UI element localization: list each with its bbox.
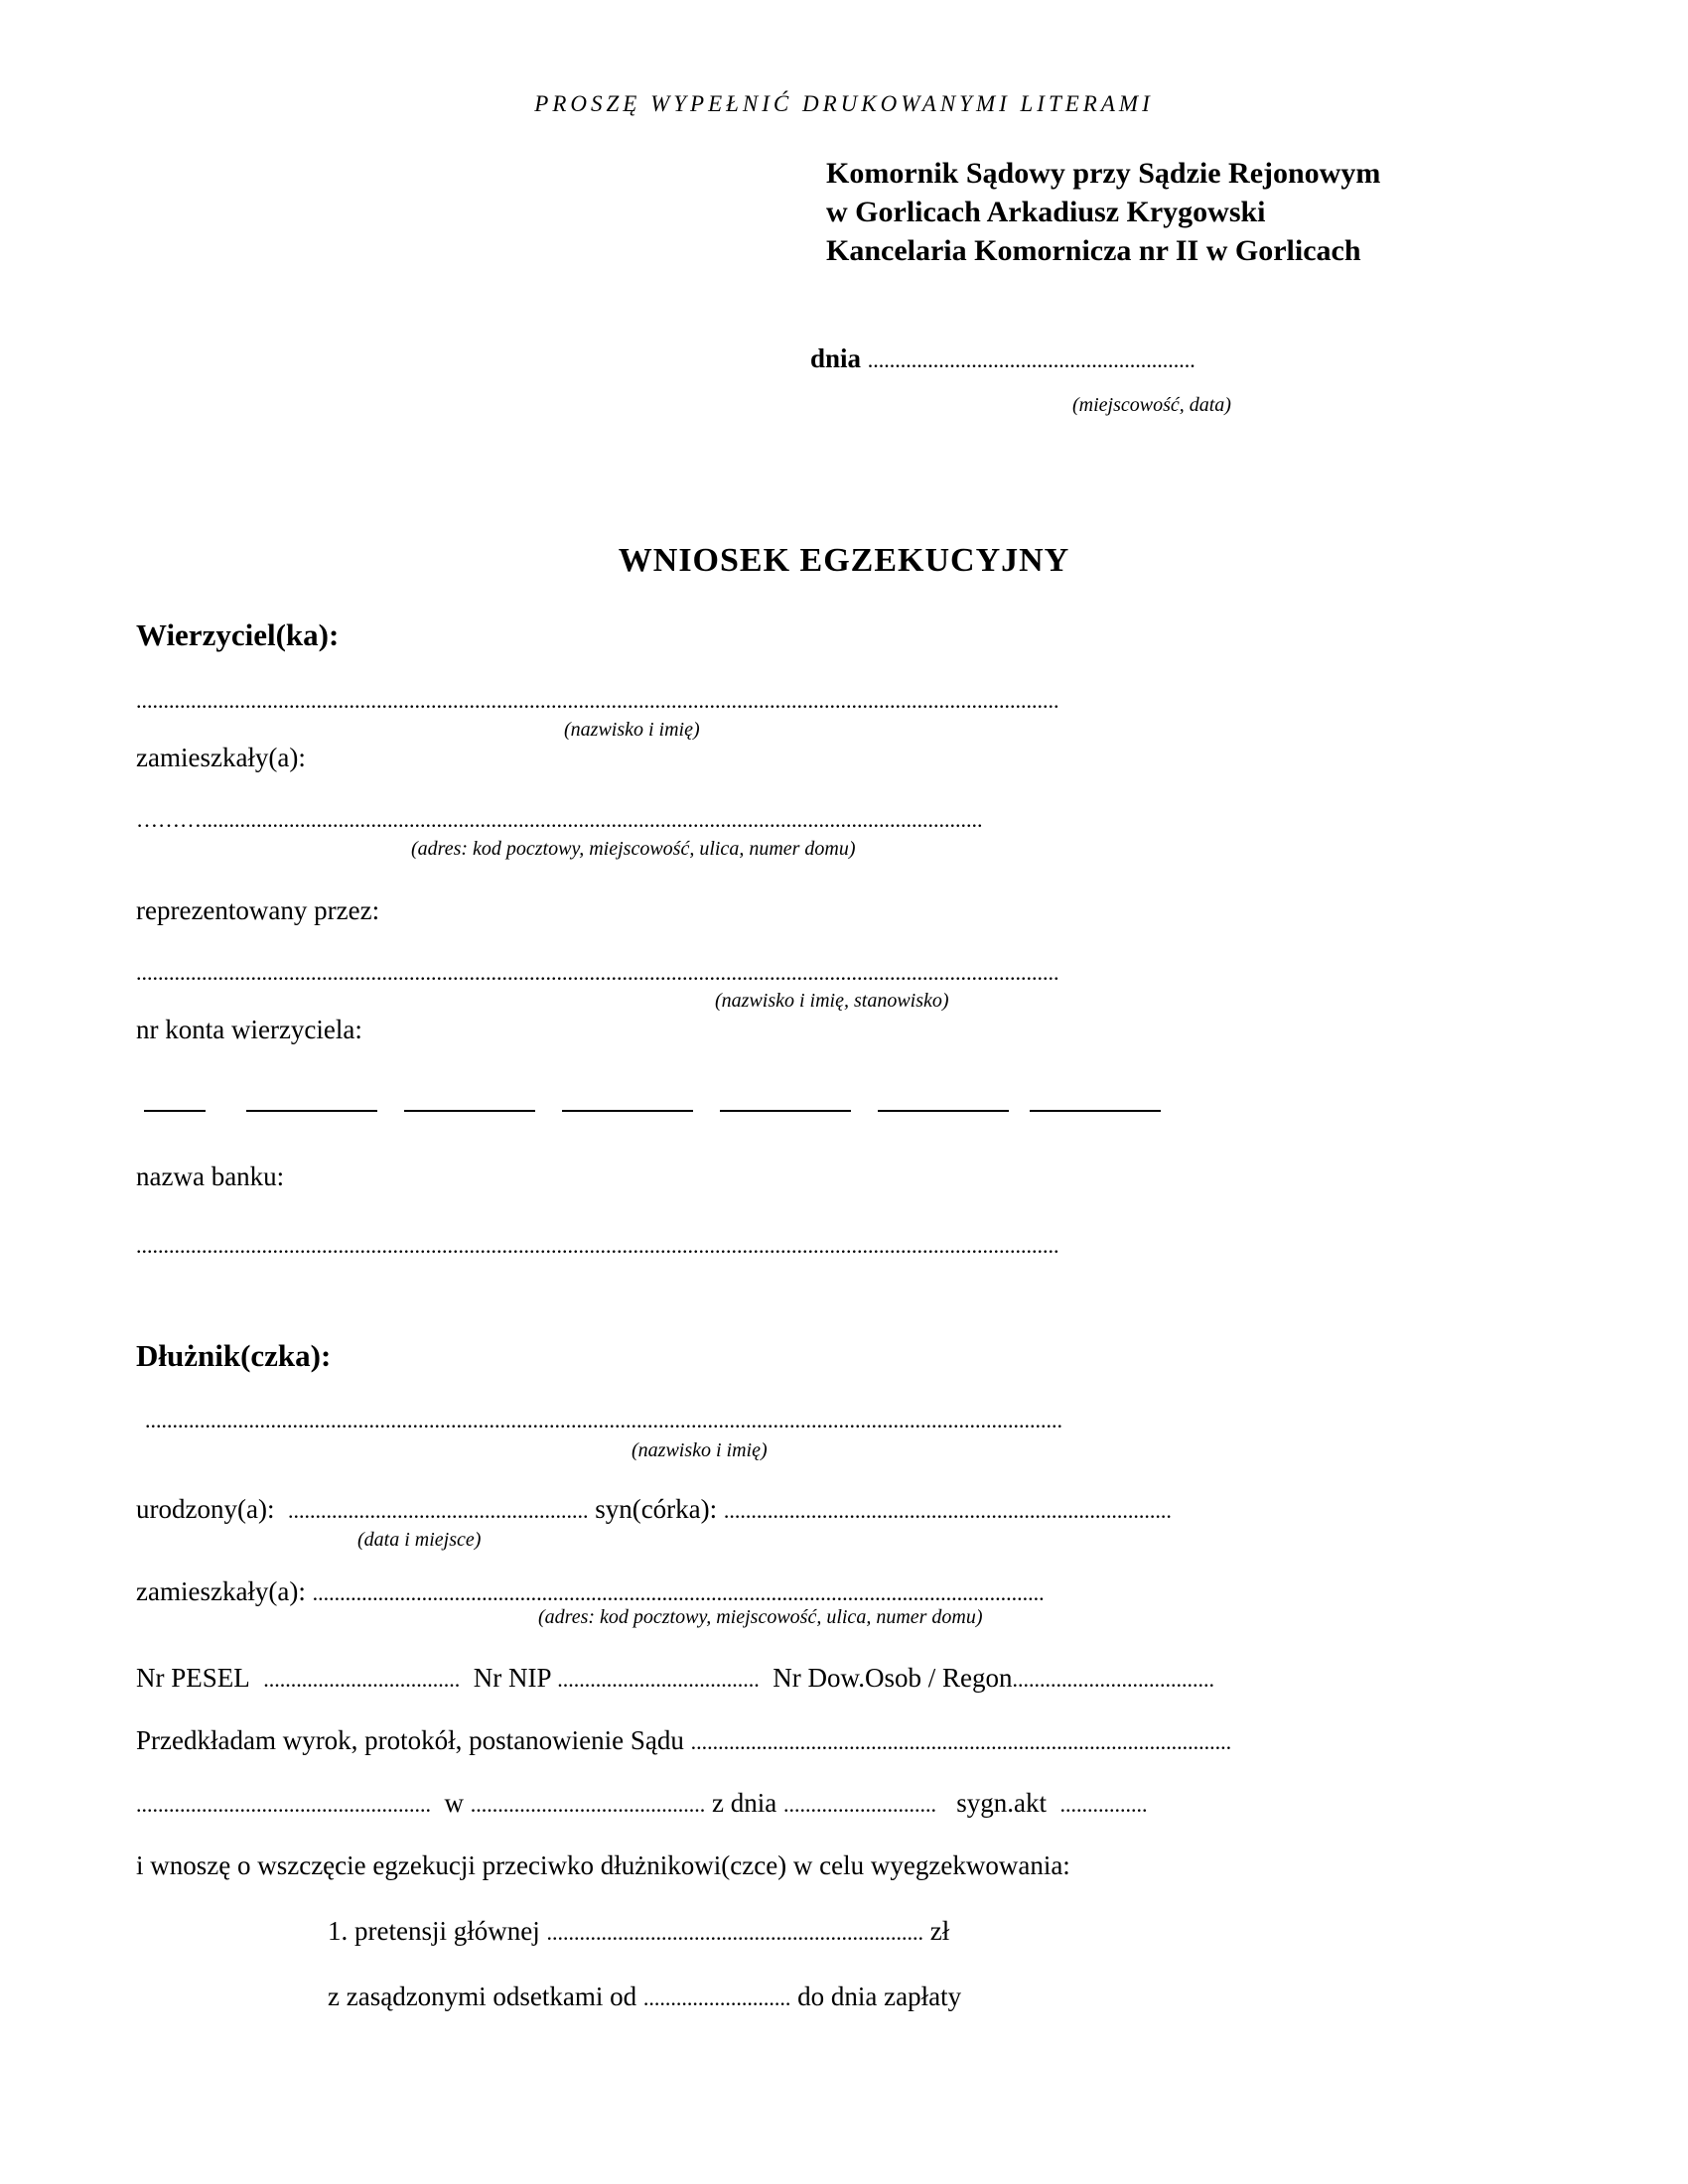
judgment-place-field[interactable]: ...........................................	[470, 1792, 706, 1817]
debtor-heading: Dłużnik(czka):	[136, 1338, 332, 1373]
main-claim-unit: zł	[929, 1916, 950, 1946]
account-group-2	[246, 1110, 377, 1112]
creditor-heading: Wierzyciel(ka):	[136, 617, 340, 652]
addressee-line-2: w Gorlicach Arkadiusz Krygowski	[826, 196, 1266, 228]
interest-date-field[interactable]: ...........................	[642, 1985, 791, 2010]
creditor-representative-field[interactable]: .........................................................................................................................................................................	[136, 960, 1059, 985]
interest-label: z zasądzonymi odsetkami od	[328, 1981, 637, 2011]
account-group-7	[1030, 1110, 1161, 1112]
creditor-name-field[interactable]: .........................................................................................................................................................................	[136, 688, 1059, 713]
debtor-name-field[interactable]: ........................................................................................................................................................................	[145, 1408, 1062, 1433]
date-dots: ............................................................	[867, 347, 1196, 372]
account-group-3	[404, 1110, 535, 1112]
creditor-address-field[interactable]: ………...............................................................................................................................................	[136, 807, 983, 832]
account-group-6	[878, 1110, 1009, 1112]
id-regon-label: Nr Dow.Osob / Regon	[773, 1663, 1013, 1693]
fill-instruction: PROSZĘ WYPEŁNIĆ DRUKOWANYMI LITERAMI	[534, 91, 1154, 116]
addressee-line-1: Komornik Sądowy przy Sądzie Rejonowym	[826, 157, 1381, 190]
id-regon-field[interactable]: .....................................	[1012, 1667, 1214, 1692]
creditor-name-caption: (nazwisko i imię)	[564, 719, 700, 741]
judgment-text: Przedkładam wyrok, protokół, postanowienie Sądu	[136, 1725, 684, 1755]
judgment-court-field-2[interactable]: ......................................................	[136, 1792, 431, 1817]
judgment-w-label: w	[444, 1788, 464, 1818]
case-number-field[interactable]: ................	[1059, 1792, 1148, 1817]
judgment-line	[136, 1725, 1387, 1756]
debtor-address-field[interactable]: ......................................................................................................................................	[312, 1580, 1045, 1605]
creditor-represented-label: reprezentowany przez:	[136, 895, 380, 925]
debtor-born-label: urodzony(a):	[136, 1494, 275, 1524]
nip-field[interactable]: .....................................	[557, 1667, 760, 1692]
creditor-account-label: nr konta wierzyciela:	[136, 1015, 362, 1044]
debtor-residence-line	[136, 1576, 1377, 1607]
creditor-representative-caption: (nazwisko i imię, stanowisko)	[715, 990, 949, 1012]
addressee-line-3: Kancelaria Komornicza nr II w Gorlicach	[826, 234, 1361, 267]
interest-line	[328, 1981, 961, 2012]
main-claim-field[interactable]: .....................................................................	[546, 1920, 923, 1945]
addressee-block	[826, 154, 1380, 270]
judgment-date-field[interactable]: ............................	[782, 1792, 936, 1817]
interest-end-label: do dnia zapłaty	[797, 1981, 962, 2011]
debtor-address-caption: (adres: kod pocztowy, miejscowość, ulica, numer domu)	[538, 1606, 983, 1628]
bank-name-field[interactable]: .........................................................................................................................................................................	[136, 1233, 1059, 1258]
nip-label: Nr NIP	[473, 1663, 551, 1693]
main-claim-line	[328, 1916, 949, 1947]
form-title: WNIOSEK EGZEKUCYJNY	[618, 542, 1070, 579]
judgment-details-line	[136, 1788, 1387, 1819]
account-group-4	[562, 1110, 693, 1112]
pesel-label: Nr PESEL	[136, 1663, 250, 1693]
debtor-born-caption: (data i miejsce)	[357, 1529, 482, 1551]
debtor-born-field[interactable]: .......................................................	[287, 1498, 589, 1523]
debtor-residence-label: zamieszkały(a):	[136, 1576, 306, 1606]
bank-name-label: nazwa banku:	[136, 1161, 285, 1191]
account-group-5	[720, 1110, 851, 1112]
date-caption: (miejscowość, data)	[1072, 394, 1231, 416]
account-group-1	[144, 1110, 206, 1112]
debtor-ids-line	[136, 1663, 1397, 1694]
debtor-son-label: syn(córka):	[595, 1494, 718, 1524]
request-text: i wnoszę o wszczęcie egzekucji przeciwko dłużnikowi(czce) w celu wyegzekwowania:	[136, 1850, 1070, 1880]
judgment-court-field[interactable]: ...................................................................................................	[690, 1729, 1232, 1754]
main-claim-label: 1. pretensji głównej	[328, 1916, 540, 1946]
debtor-birth-line	[136, 1494, 1377, 1525]
pesel-field[interactable]: ....................................	[263, 1667, 461, 1692]
date-label: dnia	[810, 343, 862, 373]
judgment-date-label: z dnia	[712, 1788, 777, 1818]
debtor-name-caption: (nazwisko i imię)	[632, 1439, 768, 1461]
debtor-son-field[interactable]: ..................................................................................	[723, 1498, 1172, 1523]
case-number-label: sygn.akt	[956, 1788, 1047, 1818]
creditor-residence-label: zamieszkały(a):	[136, 743, 306, 772]
date-field[interactable]	[810, 343, 1196, 374]
creditor-address-caption: (adres: kod pocztowy, miejscowość, ulica, numer domu)	[411, 838, 856, 860]
